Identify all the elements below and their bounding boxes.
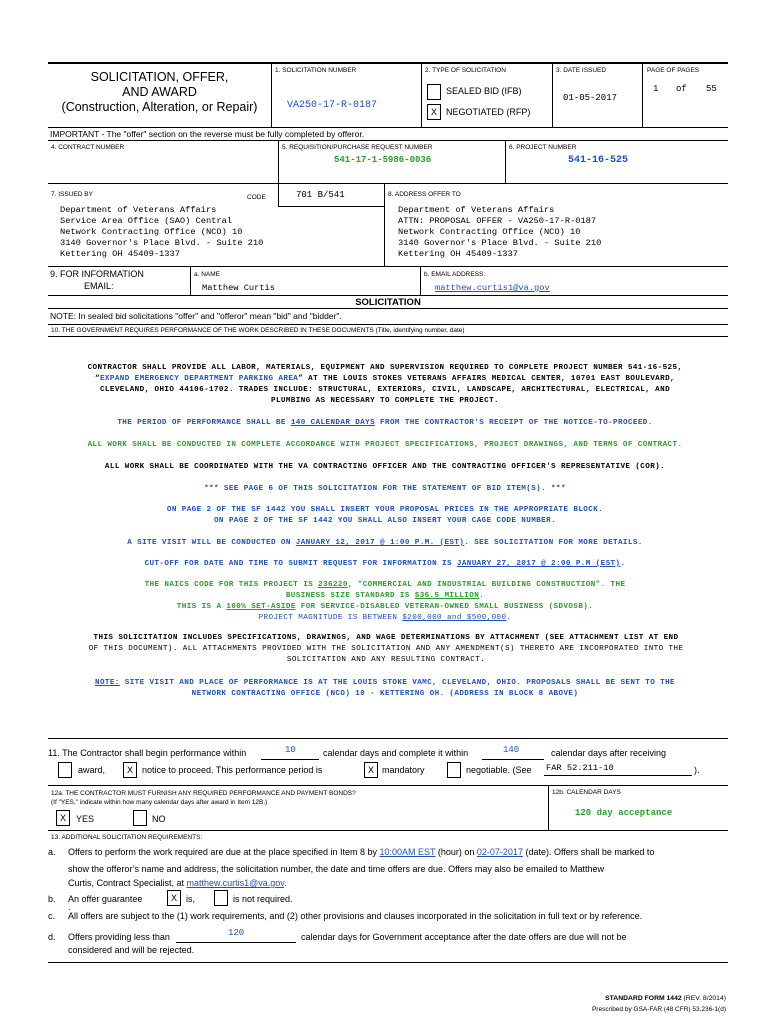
pop-text-end: FROM THE CONTRACTOR'S RECEIPT OF THE NOTICE-TO-PROCEED. — [375, 419, 653, 427]
rfi-text: CUT-OFF FOR DATE AND TIME TO SUBMIT REQUEST FOR INFORMATION IS — [144, 560, 457, 568]
solicitation-number-label: 1. SOLICITATION NUMBER — [275, 67, 357, 74]
form-number — [560, 995, 726, 1002]
item-13b-dot: . — [68, 902, 71, 912]
bid-items-reference: *** SEE PAGE 6 OF THIS SOLICITATION FOR THE STATEMENT OF BID ITEM(S). *** — [204, 485, 566, 493]
mandatory-checkbox[interactable]: X — [364, 762, 378, 778]
bonds-no-label: NO — [152, 814, 166, 824]
code-value: 701 B/541 — [296, 190, 345, 200]
sealed-bid-label: SEALED BID (IFB) — [446, 86, 522, 96]
magnitude-text: PROJECT MAGNITUDE IS BETWEEN — [258, 614, 403, 622]
pages-label: PAGE OF PAGES — [647, 67, 700, 74]
date-issued-label: 3. DATE ISSUED — [556, 67, 607, 74]
divider — [48, 266, 728, 267]
item-13d-text: Offers providing less than — [68, 932, 170, 942]
item-13d-text: calendar days for Government acceptance after the date offers are due will not be — [301, 932, 627, 942]
divider — [48, 308, 728, 309]
solicitation-type-label: 2. TYPE OF SOLICITATION — [425, 67, 506, 74]
calendar-days-value: 120 day acceptance — [575, 808, 673, 818]
site-visit-date: JANUARY 12, 2017 @ 1:00 P.M. (EST) — [295, 539, 465, 547]
requisition-value: 541-17-1-5986-0036 — [334, 155, 432, 165]
item-11-blank — [261, 759, 319, 760]
calendar-days-label: 12b. CALENDAR DAYS — [552, 789, 621, 796]
solicitation-heading: SOLICITATION — [355, 297, 421, 308]
issued-line: Kettering OH 45409-1337 — [60, 249, 180, 259]
divider — [48, 962, 728, 963]
issued-line: Network Contracting Office (NCO) 10 — [60, 227, 243, 237]
item-11-text: calendar days after receiving — [551, 748, 667, 758]
divider — [505, 140, 506, 183]
item-13a-text: Curtis, Contract Specialist, at — [68, 878, 187, 888]
far-reference: FAR 52.211-10 — [546, 763, 614, 773]
bonds-yes-label: YES — [76, 814, 95, 824]
divider — [548, 785, 549, 830]
address-line: 3140 Governor's Place Blvd. - Suite 210 — [398, 238, 602, 248]
address-line: Network Contracting Office (NCO) 10 — [398, 227, 581, 237]
form-number-bold: STANDARD FORM 1442 — [605, 995, 682, 1002]
scope-line: PLUMBING AS NECESSARY TO COMPLETE THE PROJECT. — [270, 397, 500, 405]
award-label: award, — [78, 765, 106, 775]
due-time: 10:00AM EST — [379, 847, 436, 857]
item-11-close: ). — [694, 765, 700, 775]
note-label: NOTE: — [95, 679, 120, 687]
issued-line: Service Area Office (SAO) Central — [60, 216, 233, 226]
site-location-note — [40, 678, 730, 700]
bonds-label-line: (If "YES," indicate within how many calendar days after award in Item 12B.) — [51, 799, 268, 806]
site-visit-statement — [40, 538, 730, 549]
divider — [48, 295, 728, 296]
magnitude-text-end: . — [506, 614, 512, 622]
magnitude-value: $200,000 and $500,000 — [402, 614, 507, 622]
item-13-label: 13. ADDITIONAL SOLICITATION REQUIREMENTS: — [51, 834, 203, 841]
award-checkbox[interactable] — [58, 762, 72, 778]
acceptance-days-value: 120 — [228, 928, 245, 938]
attachments-statement — [36, 633, 736, 666]
rfi-date: JANUARY 27, 2017 @ 2:00 P.M (EST) — [456, 560, 621, 568]
code-label: CODE — [247, 194, 266, 201]
size-standard-line — [40, 591, 730, 602]
scope-line: CLEVELAND, OHIO 44106-1702. TRADES INCLUDE: STRUCTURAL, EXTERIORS, CIVIL, LANDSCAPE, ARCHITECTURAL, ELECTRICAL, AND — [99, 386, 671, 394]
negotiable-checkbox[interactable] — [447, 762, 461, 778]
divider — [48, 324, 728, 325]
solicitation-number-value: VA250-17-R-0187 — [287, 100, 378, 111]
item-13a-text: Offers to perform the work required are due at the place specified in Item 8 by — [68, 847, 380, 857]
pop-days: 140 CALENDAR DAYS — [290, 419, 376, 427]
size-text: BUSINESS SIZE STANDARD IS — [285, 592, 415, 600]
divider — [271, 63, 272, 127]
sf1442-line: ON PAGE 2 OF THE SF 1442 YOU SHALL INSERT YOUR PROPOSAL PRICES IN THE APPROPRIATE BLOCK. — [166, 506, 604, 514]
magnitude-line — [40, 613, 730, 624]
project-title: EXPAND EMERGENCY DEPARTMENT PARKING AREA — [99, 375, 299, 383]
rfi-cutoff-statement — [40, 559, 730, 570]
address-line: Department of Veterans Affairs — [398, 205, 555, 215]
prescribed-by: Prescribed by GSA-FAR (48 CFR) 53.236-1(d) — [591, 1006, 726, 1013]
item-10-label: 10. THE GOVERNMENT REQUIRES PERFORMANCE OF THE WORK DESCRIBED IN THESE DOCUMENTS (Title, identifying number, date) — [51, 327, 465, 334]
page-number: 1 — [653, 84, 659, 94]
scope-line: CONTRACTOR SHALL PROVIDE ALL LABOR, MATERIALS, EQUIPMENT AND SUPERVISION REQUIRED TO COMPLETE PROJECT NUMBER 541-16-525, — [87, 364, 683, 372]
complete-days-value: 140 — [503, 745, 520, 755]
item-11-text: 11. The Contractor shall begin performance within — [48, 748, 247, 758]
divider — [420, 266, 421, 295]
item-11-blank — [482, 759, 544, 760]
acceptance-blank — [176, 942, 296, 943]
bonds-yes-checkbox[interactable]: X — [56, 810, 70, 826]
contact-email-link[interactable]: matthew.curtis1@va.gov — [435, 283, 550, 293]
form-number-rev: (REV. 8/2014) — [681, 995, 726, 1002]
divider — [190, 266, 191, 295]
item-13a-line: show the offeror’s name and address, the solicitation number, the date and time offers are due. Offers may also be emailed to Matthew — [68, 864, 604, 874]
item-13b-letter: b. — [48, 894, 56, 904]
date-issued-value: 01-05-2017 — [563, 93, 618, 103]
form-top-rule — [48, 62, 728, 64]
email-label: EMAIL: — [84, 281, 114, 291]
form-title — [48, 70, 271, 115]
site-visit-text-end: . SEE SOLICITATION FOR MORE DETAILS. — [464, 539, 643, 547]
guarantee-is-label: is, — [186, 894, 195, 904]
start-days-value: 10 — [285, 745, 296, 755]
item-11-blank — [544, 775, 692, 776]
divider — [48, 140, 728, 141]
project-number-label: 6. PROJECT NUMBER — [509, 144, 577, 151]
work-conduct-statement: ALL WORK SHALL BE CONDUCTED IN COMPLETE ACCORDANCE WITH PROJECT SPECIFICATIONS, PROJECT DRAWINGS, AND TERMS OF CONTRACT. — [87, 441, 683, 449]
item-13d-letter: d. — [48, 932, 56, 942]
important-notice: IMPORTANT - The "offer" section on the reverse must be fully completed by offeror. — [50, 129, 365, 139]
divider — [48, 336, 728, 337]
item-13a-line — [68, 846, 654, 859]
sf1442-line: ON PAGE 2 OF THE SF 1442 YOU SHALL ALSO INSERT YOUR CAGE CODE NUMBER. — [213, 517, 557, 525]
item-13a-text: (hour) on — [435, 847, 477, 857]
quote-open: “ — [95, 375, 100, 383]
guarantee-is-checkbox[interactable]: X — [167, 890, 181, 906]
requisition-label: 5. REQUISITION/PURCHASE REQUEST NUMBER — [282, 144, 433, 151]
note-text: SITE VISIT AND PLACE OF PERFORMANCE IS AT THE LOUIS STOKE VAMC, CLEVELAND, OHIO. PROPOSALS SHALL BE SENT TO THE — [119, 679, 675, 687]
item-13a-text: (date). Offers shall be marked to — [522, 847, 655, 857]
page-total: 55 — [706, 84, 717, 94]
item-13a-letter: a. — [48, 847, 56, 857]
scope-paragraph — [40, 363, 730, 407]
form-title-line1: SOLICITATION, OFFER, — [90, 70, 229, 84]
scope-line-rest: ” AT THE LOUIS STOKES VETERANS AFFAIRS MEDICAL CENTER, 10701 EAST BOULEVARD, — [298, 375, 675, 383]
divider — [552, 63, 553, 127]
for-information-label: 9. FOR INFORMATION — [50, 269, 144, 279]
coordination-statement: ALL WORK SHALL BE COORDINATED WITH THE VA CONTRACTING OFFICER AND THE CONTRACTING OFFICER'S REPRESENTATIVE (COR). — [104, 463, 666, 471]
negotiated-checkbox[interactable]: X — [427, 104, 441, 120]
item-13a-line — [68, 877, 287, 890]
name-label: a. NAME — [194, 271, 221, 278]
divider — [48, 738, 728, 739]
scope-line — [40, 374, 730, 385]
divider — [48, 127, 728, 128]
sf1442-instructions — [40, 505, 730, 527]
bonds-label-line: 12a. THE CONTRACTOR MUST FURNISH ANY REQUIRED PERFORMANCE AND PAYMENT BONDS? — [51, 790, 356, 797]
due-date: 02-07-2017 — [476, 847, 523, 857]
contact-name: Matthew Curtis — [202, 283, 275, 293]
bonds-no-checkbox[interactable] — [133, 810, 147, 826]
address-line: Kettering OH 45409-1337 — [398, 249, 518, 259]
period-of-performance — [40, 418, 730, 429]
offer-email-link[interactable]: matthew.curtis1@va.gov — [186, 878, 285, 888]
set-aside-text-end: FOR SERVICE-DISABLED VETERAN-OWNED SMALL BUSINESS (SDVOSB). — [295, 603, 594, 611]
mandatory-label: mandatory — [382, 765, 425, 775]
item-13c-text: All offers are subject to the (1) work requirements, and (2) other provisions and clauses incorporated in the solicitation in full text or by reference. — [68, 911, 643, 921]
issued-by-label: 7. ISSUED BY — [51, 191, 93, 198]
naics-line — [40, 580, 730, 591]
address-offer-label: 8. ADDRESS OFFER TO — [388, 191, 461, 198]
attachments-line: SOLICITATION AND ANY RESULTING CONTRACT. — [286, 656, 486, 664]
divider — [384, 183, 385, 266]
rfi-text-end: . — [620, 560, 626, 568]
site-visit-text: A SITE VISIT WILL BE CONDUCTED ON — [127, 539, 296, 547]
negotiated-label: NEGOTIATED (RFP) — [446, 107, 531, 117]
divider — [48, 183, 728, 184]
project-number-value: 541-16-525 — [568, 155, 629, 166]
divider — [278, 140, 279, 183]
item-11-text: calendar days and complete it within — [323, 748, 469, 758]
contract-number-label: 4. CONTRACT NUMBER — [51, 144, 125, 151]
set-aside-line — [40, 602, 730, 613]
item-13d-text: considered and will be rejected. — [68, 945, 195, 955]
issued-by-address — [60, 205, 263, 260]
email-address-label: b. EMAIL ADDRESS: — [424, 271, 486, 278]
page-of: of — [676, 84, 687, 94]
note-line — [40, 678, 730, 689]
attachments-line: OF THIS DOCUMENT). ALL ATTACHMENTS PROVIDED WITH THE SOLICITATION AND ANY AMENDMENT(S) THERETO ARE INCORPORATED INTO THE — [88, 645, 684, 653]
ntp-checkbox[interactable]: X — [123, 762, 137, 778]
offer-guarantee-text: An offer guarantee — [68, 894, 143, 904]
address-offer-block — [398, 205, 601, 260]
guarantee-not-checkbox[interactable] — [214, 890, 228, 906]
attachments-line: THIS SOLICITATION INCLUDES SPECIFICATIONS, DRAWINGS, AND WAGE DETERMINATIONS BY ATTACHMENT (SEE ATTACHMENT LIST AT END — [93, 634, 679, 642]
divider — [278, 183, 279, 206]
issued-line: Department of Veterans Affairs — [60, 205, 217, 215]
pop-text: THE PERIOD OF PERFORMANCE SHALL BE — [117, 419, 291, 427]
size-text-end: . — [479, 592, 485, 600]
form-title-line3: (Construction, Alteration, or Repair) — [61, 100, 258, 114]
naics-code: 236220 — [318, 581, 348, 589]
form-title-line2: AND AWARD — [122, 85, 197, 99]
address-line: ATTN: PROPOSAL OFFER - VA250-17-R-0187 — [398, 216, 597, 226]
naics-text: THE NAICS CODE FOR THIS PROJECT IS — [144, 581, 319, 589]
item-13a-text: . — [284, 878, 287, 888]
set-aside-value: 100% SET-ASIDE — [226, 603, 296, 611]
guarantee-not-label: is not required. — [233, 894, 293, 904]
divider — [642, 63, 643, 127]
issued-line: 3140 Governor's Place Blvd. - Suite 210 — [60, 238, 264, 248]
item-13c-letter: c. — [48, 911, 56, 921]
set-aside-text: THIS IS A — [176, 603, 227, 611]
naics-text-end: , "COMMERCIAL AND INDUSTRIAL BUILDING CONSTRUCTION". THE — [347, 581, 626, 589]
divider — [421, 63, 422, 127]
sealed-bid-checkbox[interactable] — [427, 84, 441, 100]
note-line: NETWORK CONTRACTING OFFICE (NCO) 10 - KETTERING OH. (ADDRESS IN BLOCK 8 ABOVE) — [191, 690, 579, 698]
ntp-label: notice to proceed. This performance period is — [142, 765, 323, 775]
divider — [48, 785, 728, 786]
bonds-label — [51, 789, 356, 807]
divider — [48, 830, 728, 831]
divider — [278, 206, 384, 207]
naics-statement — [40, 580, 730, 624]
negotiable-label: negotiable. (See — [466, 765, 532, 775]
size-value: $36.5 MILLION — [414, 592, 480, 600]
sealed-bid-note: NOTE: In sealed bid solicitations "offer" and "offeror" mean "bid" and "bidder". — [50, 311, 342, 321]
